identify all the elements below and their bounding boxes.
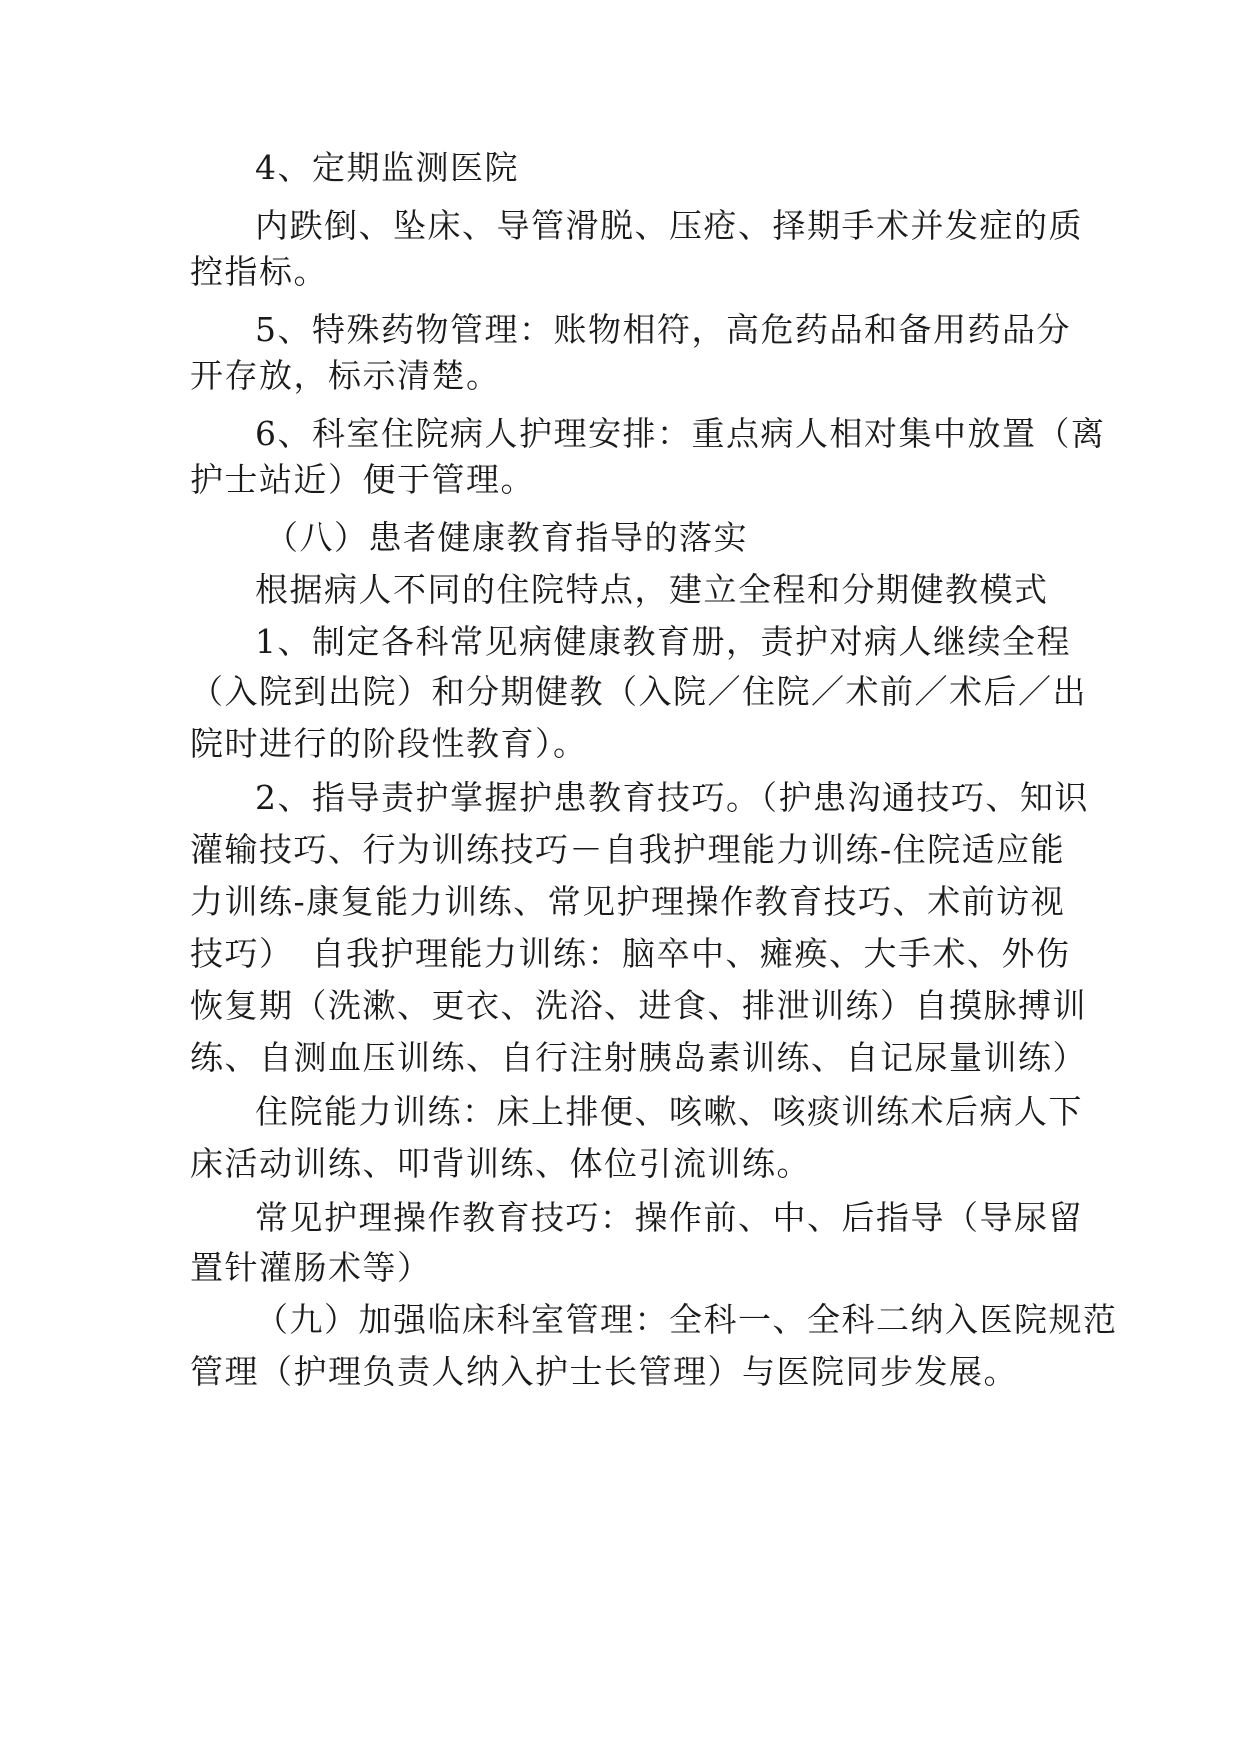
paragraph-line: 内跌倒、坠床、导管滑脱、压疮、择期手术并发症的质 (255, 206, 1083, 245)
item-6-line: 6、科室住院病人护理安排：重点病人相对集中放置（离 (255, 414, 1106, 453)
paragraph-line: 技巧） 自我护理能力训练：脑卒中、瘫痪、大手术、外伤 (190, 934, 1071, 973)
section-9-line: （九）加强临床科室管理：全科一、全科二纳入医院规范 (255, 1300, 1118, 1339)
paragraph-line: 床活动训练、叩背训练、体位引流训练。 (190, 1144, 811, 1183)
paragraph-line: 灌输技巧、行为训练技巧－自我护理能力训练-住院适应能 (190, 830, 1066, 869)
item-1-line: 1、制定各科常见病健康教育册，责护对病人继续全程 (255, 622, 1071, 661)
paragraph-line: 常见护理操作教育技巧：操作前、中、后指导（导尿留 (255, 1198, 1083, 1237)
paragraph-line: 护士站近）便于管理。 (190, 460, 535, 499)
paragraph-line: 力训练-康复能力训练、常见护理操作教育技巧、术前访视 (190, 882, 1066, 921)
paragraph-line: 控指标。 (190, 252, 328, 291)
paragraph-line: 练、自测血压训练、自行注射胰岛素训练、自记尿量训练） (190, 1038, 1087, 1077)
paragraph-line: 管理（护理负责人纳入护士长管理）与医院同步发展。 (190, 1352, 1018, 1391)
paragraph-line: 置针灌肠术等） (190, 1248, 432, 1287)
item-4-heading: 4、定期监测医院 (255, 148, 519, 187)
section-8-heading: （八）患者健康教育指导的落实 (265, 518, 748, 557)
item-2-line: 2、指导责护掌握护患教育技巧。（护患沟通技巧、知识 (255, 778, 1089, 817)
paragraph-line: 开存放，标示清楚。 (190, 356, 501, 395)
item-5-line: 5、特殊药物管理：账物相符，高危药品和备用药品分 (255, 310, 1071, 349)
paragraph-line: 院时进行的阶段性教育）。 (190, 724, 588, 763)
paragraph-line: （入院到出院）和分期健教（入院／住院／术前／术后／出 (190, 672, 1087, 711)
paragraph-line: 住院能力训练：床上排便、咳嗽、咳痰训练术后病人下 (255, 1092, 1083, 1131)
paragraph-line: 根据病人不同的住院特点，建立全程和分期健教模式 (255, 570, 1049, 609)
paragraph-line: 恢复期（洗漱、更衣、洗浴、进食、排泄训练）自摸脉搏训 (190, 986, 1087, 1025)
